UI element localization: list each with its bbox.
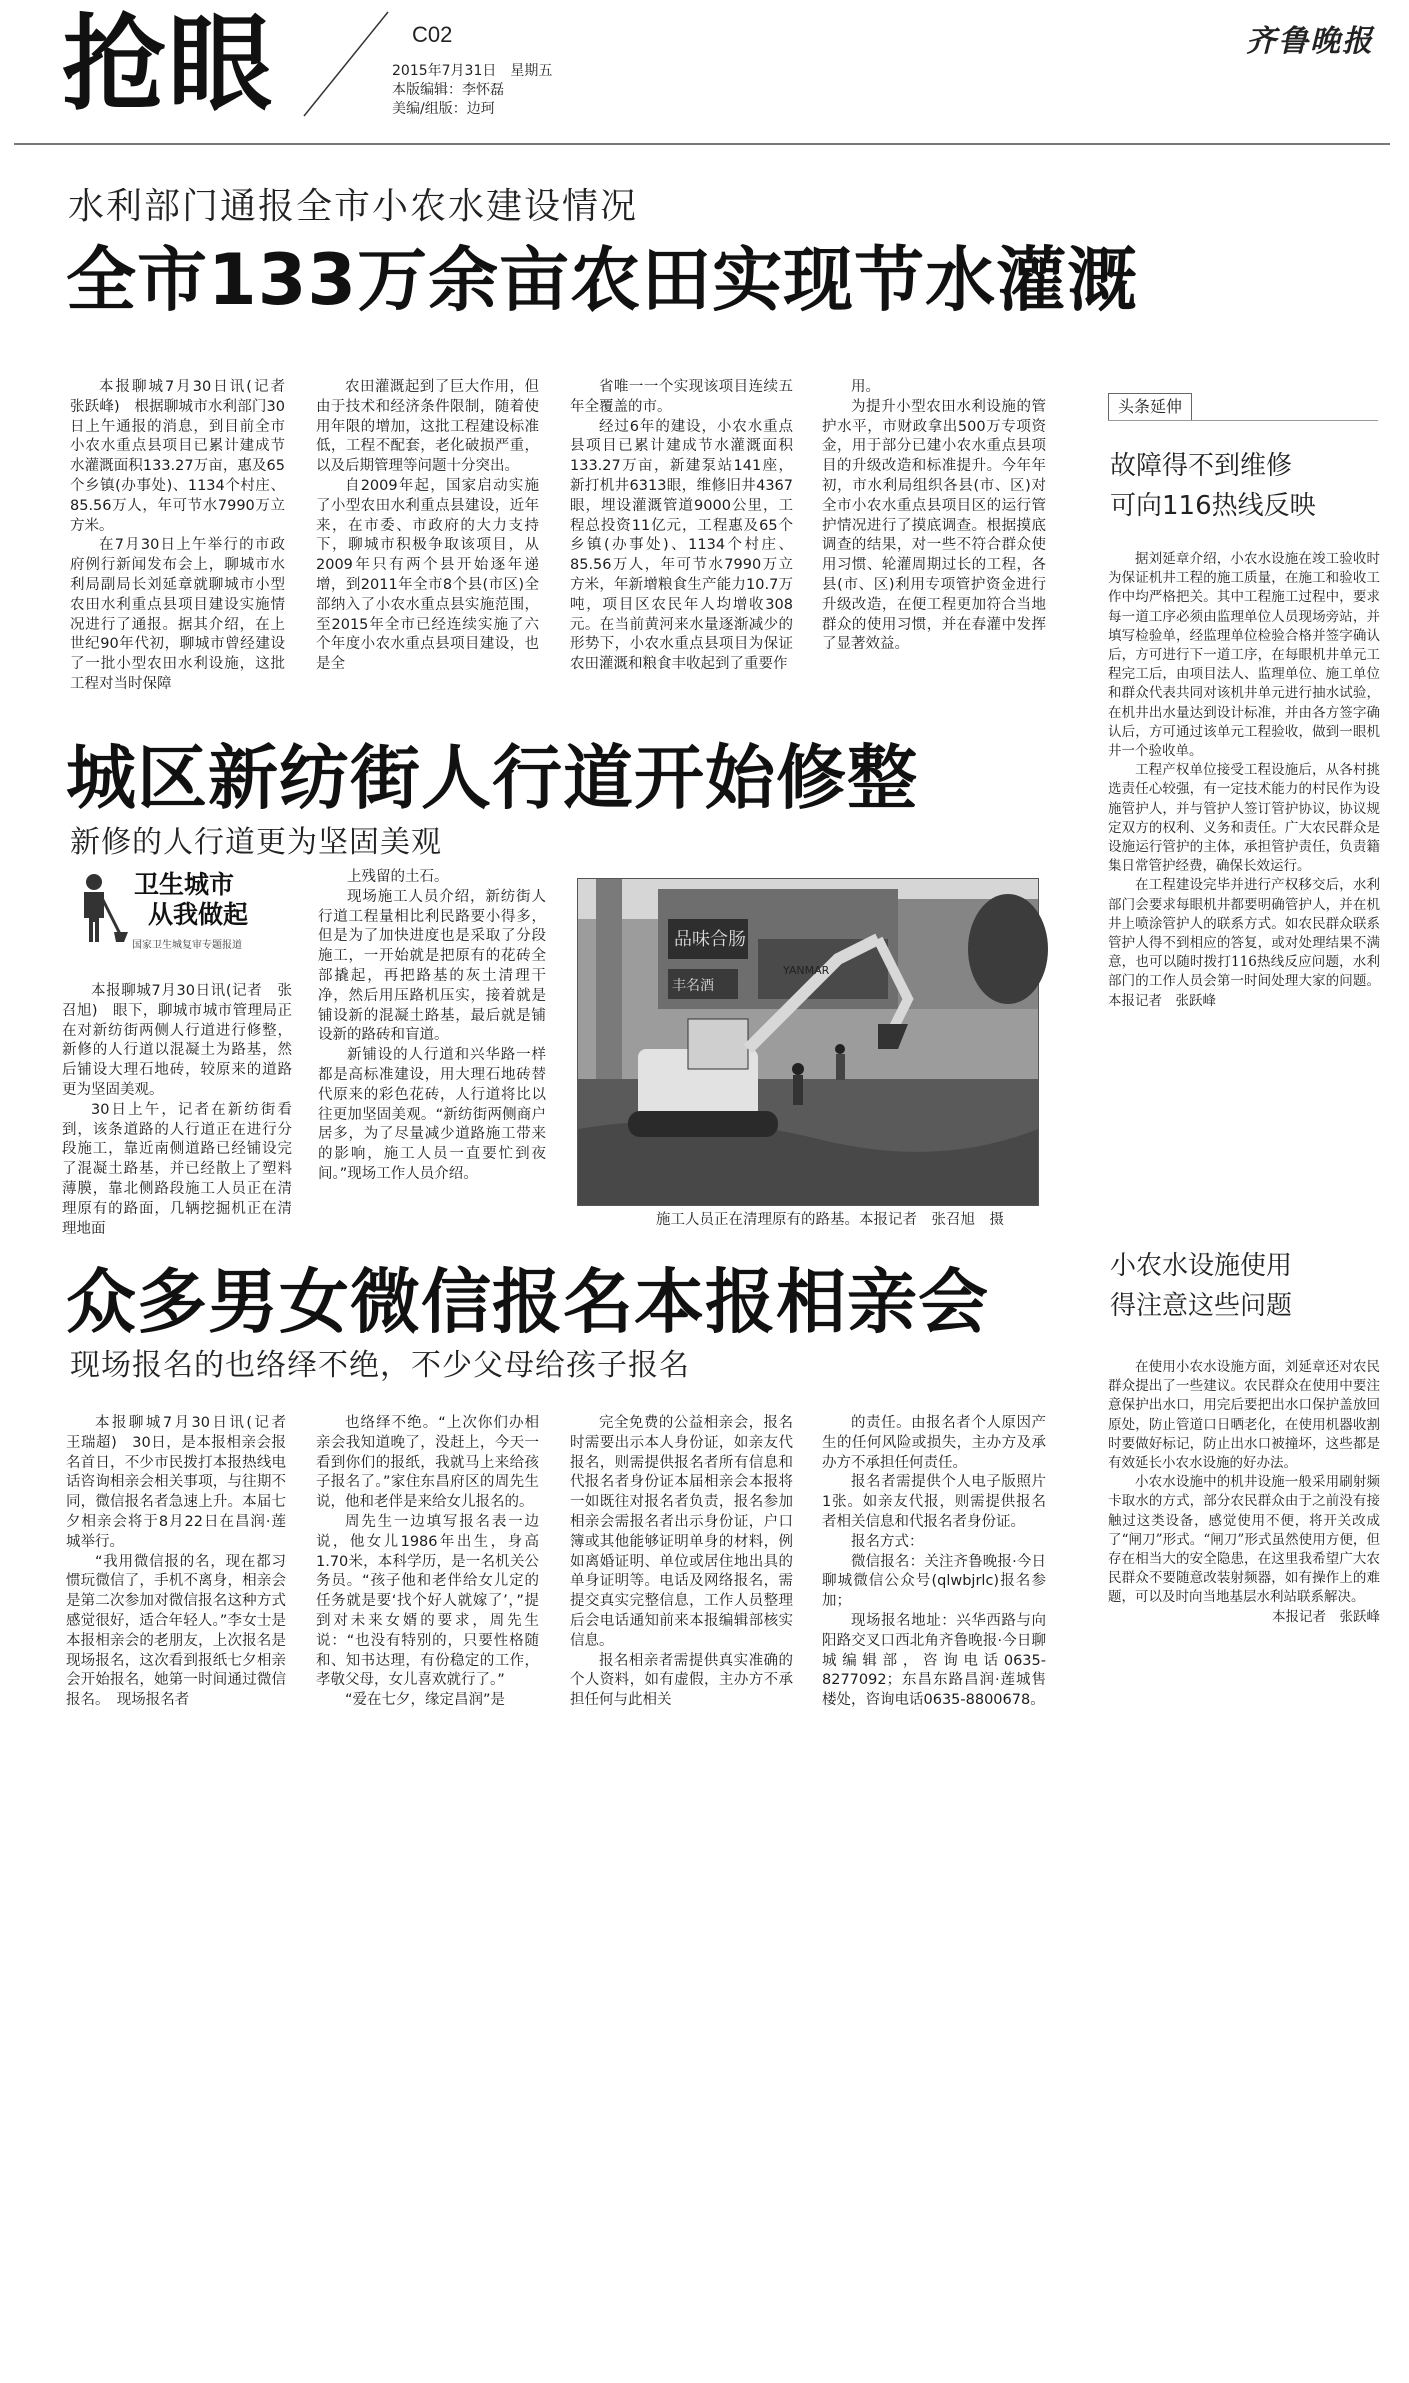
paragraph: 据刘延章介绍，小农水设施在竣工验收时为保证机井工程的施工质量，在施工和验收工作中均严格把关。其中工程施工过程中，要求每一道工序必须由监理单位人员现场旁站，并填写检验单，经监理单位检验合格并签字确认后，方可进行下一道工序，在每眼机井单元工程完工后，由项目法人、监理单位、施工单位和群众代表共同对该机井单元进行抽水试验，在机井出水量达到设计标准，并由各方签字确认后，方可通过该单元工程验收，做到一眼机井一个验收单。 — [1108, 551, 1380, 760]
article3-column-2 — [316, 1414, 539, 1804]
headline-line: 得注意这些问题 — [1110, 1291, 1293, 1321]
paragraph: 新铺设的人行道和兴华路一样都是高标准建设，用大理石地砖替代原来的彩色花砖，人行道将比以往更加坚固美观。“新纺街两侧商户居多，为了尽量减少道路施工带来的影响，施工人员一直要忙到夜间。”现场工作人员介绍。 — [318, 1047, 546, 1182]
paragraph: 报名方式： — [851, 1533, 924, 1550]
issue-editor: 本版编辑：李怀磊 — [392, 82, 504, 98]
paragraph: 在使用小农水设施方面，刘延章还对农民群众提出了一些建议。农民群众在使用中要注意保护出水口，用完后要把出水口保护盖放回原处，防止管道口日晒老化，在使用机器收割时要做好标记，防止出水口被撞坏，这些都是有效延长小农水设施的好办法。 — [1108, 1359, 1380, 1472]
paragraph: 本报聊城7月30日讯(记者 王瑞超) 30日，是本报相亲会报名首日，不少市民拨打本报热线电话咨询相亲会相关事项，与往期不同，微信报名者急速上升。本届七夕相亲会将于8月22日在昌润·莲城举行。 — [66, 1415, 301, 1550]
article1-column-4 — [822, 378, 1046, 718]
issue-date: 2015年7月31日 星期五 — [392, 63, 553, 79]
badge-line-1: 卫生城市 — [134, 870, 235, 899]
article2-column-1 — [62, 982, 292, 1252]
paragraph: 经过6年的建设，小农水重点县项目已累计建成节水灌溉面积133.27万亩，新建泵站141座，新打机井6313眼，维修旧井4367眼，埋设灌溉管道9000公里，工程总投资11亿元，工程惠及65个乡镇(办事处)、1134个村庄、85.56万人，年可节水7990万立方米，年新增粮食生产能力10.7万吨，项目区农民年人均增收308元。在当前黄河来水量逐渐减少的形势下，小农水重点县项目为保证农田灌溉和粮食丰收起到了重要作 — [570, 418, 793, 673]
badge-subtitle: 国家卫生城复审专题报道 — [132, 940, 242, 951]
paragraph: 30日上午，记者在新纺街看到，该条道路的人行道正在进行分段施工，靠近南侧道路已经铺设完了混凝土路基，并已经散上了塑料薄膜，靠北侧路段施工人员正在清理原有的路面，几辆挖掘机正在清理地面 — [62, 1101, 292, 1237]
construction-photo — [577, 878, 1039, 1206]
issue-info — [392, 62, 552, 119]
sweeper-icon — [76, 872, 128, 946]
paper-name: 齐鲁晚报 — [1246, 24, 1374, 59]
paragraph: 在工程建设完毕并进行产权移交后，水利部门会要求每眼机井都要明确管护人，并在机井上喷涂管护人的联系方式。如农民群众联系管护人得不到相应的答复，或对处理结果不满意，也可以随时拨打116热线反应问题，水利部门的工作人员会第一时间处理大家的问题。本报记者 张跃峰 — [1108, 877, 1380, 1009]
masthead-title: 抢眼 — [62, 3, 275, 125]
issue-design: 美编/组版：边珂 — [392, 101, 495, 117]
badge-title — [134, 870, 248, 930]
article1-column-2 — [316, 378, 539, 718]
article3-subhead: 现场报名的也络绎不绝，不少父母给孩子报名 — [70, 1348, 690, 1383]
article2-subhead: 新修的人行道更为坚固美观 — [70, 825, 442, 860]
paragraph: 现场报名地址：兴华西路与向阳路交叉口西北角齐鲁晚报·今日聊城编辑部，咨询电话0635-8277092；东昌东路昌润·莲城售楼处，咨询电话0635-8800678。 — [822, 1612, 1046, 1709]
shop-sign-2: 丰名酒 — [672, 978, 714, 994]
page-code: C02 — [412, 22, 453, 47]
paragraph: 工程产权单位接受工程设施后，从各村挑选责任心较强，有一定技术能力的村民作为设施管护人，并与管护人签订管护协议，协议规定双方的权利、义务和责任。广大农民群众是设施运行管护的主体，承担管护责任，负责籍集日常管护经费，确保长效运行。 — [1108, 762, 1380, 875]
paragraph: 小农水设施中的机井设施一般采用刷射频卡取水的方式，部分农民群众由于之前没有接触过这类设备，感觉使用不便，将开关改成了“闸刀”形式。“闸刀”形式虽然使用方便，但存在相当大的安全隐患，在这里我希望广大农民群众不要随意改装射频器，如有操作上的难题，可以及时向当地基层水利站联系解决。 — [1108, 1474, 1380, 1606]
sidebar-rule — [1108, 420, 1378, 421]
article3-column-1 — [66, 1414, 301, 1804]
paragraph: 也络绎不绝。“上次你们办相亲会我知道晚了，没赶上，今天一看到你们的报纸，我就马上来给孩子报名了。”家住东昌府区的周先生说，他和老伴是来给女儿报名的。 — [316, 1415, 539, 1511]
paragraph: “爱在七夕，缘定昌润”是 — [345, 1692, 506, 1709]
article1-column-3 — [570, 378, 793, 718]
paragraph: 报名者需提供个人电子版照片1张。如亲友代报，则需提供报名者相关信息和代报名者身份证。 — [822, 1474, 1046, 1530]
sidebar-headline-1 — [1110, 446, 1316, 526]
paragraph: 完全免费的公益相亲会，报名时需要出示本人身份证，如亲友代报名，则需提供报名者所有信息和代报名者身份证本届相亲会本报将一如既往对报名者负责，报名参加相亲会需报名者出示身份证，户口簿或其他能够证明单身的材料，例如离婚证明、单位或居住地出具的单身证明等。电话及网络报名，需提交真实完整信息，工作人员整理后会电话通知前来本报编辑部核实信息。 — [570, 1415, 793, 1649]
article3-headline: 众多男女微信报名本报相亲会 — [66, 1261, 989, 1343]
excavator-scene — [578, 879, 1038, 1205]
headline-line: 故障得不到维修 — [1110, 451, 1293, 481]
article1-kicker: 水利部门通报全市小农水建设情况 — [68, 186, 639, 227]
paragraph: 的责任。由报名者个人原因产生的任何风险或损失，主办方及承办方不承担任何责任。 — [822, 1415, 1046, 1471]
article3-column-4 — [822, 1414, 1046, 1804]
paragraph: 微信报名：关注齐鲁晚报·今日聊城微信公众号(qlwbjrlc)报名参加； — [822, 1553, 1046, 1610]
headline-line: 可向116热线反映 — [1110, 491, 1316, 521]
article2-headline: 城区新纺街人行道开始修整 — [66, 737, 918, 819]
paragraph: 本报聊城7月30日讯(记者 张召旭) 眼下，聊城市城市管理局正在对新纺街两侧人行道进行修整，新修的人行道以混凝土为路基，然后铺设大理石地砖，较原来的道路更为坚固美观。 — [62, 983, 292, 1098]
sidebar-label: 头条延伸 — [1108, 393, 1192, 421]
paragraph: 省唯一一个实现该项目连续五年全覆盖的市。 — [570, 379, 793, 415]
paragraph: 本报聊城7月30日讯(记者 张跃峰) 根据聊城市水利部门30日上午通报的消息，到目前全市小农水重点县项目已累计建成节水灌溉面积133.27万亩，惠及65个乡镇(办事处)、1134个村庄、85.56万人，年可节水7990万立方米。 — [70, 379, 300, 534]
paragraph: 用。 — [851, 379, 880, 395]
photo-caption: 施工人员正在清理原有的路基。本报记者 张召旭 摄 — [656, 1212, 1004, 1228]
paragraph: 报名相亲者需提供真实准确的个人资料，如有虚假，主办方不承担任何与此相关 — [570, 1652, 793, 1709]
campaign-badge — [72, 868, 294, 958]
masthead-slash-decoration — [300, 10, 390, 118]
sidebar-story-1 — [1108, 550, 1380, 1250]
paragraph: “我用微信报的名，现在都习惯玩微信了，手机不离身，相亲会是第二次参加对微信报名这种方式感觉很好，适合年轻人。”李女士是本报相亲会的老朋友，上次报名是现场报名，这次看到报纸七夕相亲会开始报名，她第一时间通过微信报名。 现场报名者 — [66, 1553, 286, 1709]
paragraph: 周先生一边填写报名表一边说，他女儿1986年出生，身高1.70米，本科学历，是一名机关公务员。“孩子他和老伴给女儿定的任务就是要‘找个好人就嫁了’，”提到对未来女婿的要求，周先生说：“也没有特别的，只要性格随和、知书达理，有份稳定的工作，孝敬父母，女儿喜欢就行了。” — [316, 1513, 539, 1689]
shop-sign-1: 品味合肠 — [674, 929, 746, 950]
excavator-brand: YANMAR — [783, 964, 830, 977]
article3-column-3 — [570, 1414, 793, 1804]
masthead-rule — [14, 143, 1390, 145]
article2-column-2 — [318, 868, 546, 1252]
paragraph: 农田灌溉起到了巨大作用，但由于技术和经济条件限制，随着使用年限的增加，这批工程建设标准低，工程不配套，老化破损严重，以及后期管理等问题十分突出。 — [316, 379, 539, 475]
headline-line: 小农水设施使用 — [1110, 1251, 1293, 1281]
paragraph: 上残留的土石。 — [347, 869, 449, 885]
paragraph: 自2009年起，国家启动实施了小型农田水利重点县建设，近年来，在市委、市政府的大力支持下，聊城市积极争取该项目，从2009年只有两个县开始逐年递增，到2011年全市8个县(市区)全部纳入了小农水重点县实施范围，至2015年全市已经连续实施了六个年度小农水重点县项目建设，也是全 — [316, 477, 539, 673]
sidebar-story-2 — [1108, 1358, 1380, 1898]
article1-headline: 全市133万余亩农田实现节水灌溉 — [66, 239, 1139, 321]
badge-line-2: 从我做起 — [148, 900, 249, 929]
paragraph: 为提升小型农田水利设施的管护水平，市财政拿出500万专项资金，用于部分已建小农水重点县项目的升级改造和标准提升。今年年初，市水利局组织各县(市、区)对全市小农水重点县项目区的运行管护情况进行了摸底调查。根据摸底调查的结果，对一些不符合群众使用习惯、轮灌周期过长的工程，各县(市、区)利用专项管护资金进行升级改造，在便工程更加符合当地群众的使用习惯，并在春灌中发挥了显著效益。 — [822, 398, 1046, 653]
article1-column-1 — [70, 378, 300, 718]
sidebar-headline-2 — [1110, 1246, 1292, 1326]
paragraph: 现场施工人员介绍，新纺街人行道工程量相比利民路要小得多，但是为了加快进度也是采取了分段施工，一开始就是把原有的花砖全部撬起，再把路基的灰土清理干净，然后用压路机压实，接着就是铺设新的混凝土路基，最后就是铺设新的路砖和盲道。 — [318, 888, 546, 1044]
byline: 本报记者 张跃峰 — [1272, 1608, 1380, 1625]
paragraph: 在7月30日上午举行的市政府例行新闻发布会上，聊城市水利局副局长刘延章就聊城市小型农田水利重点县项目建设实施情况进行了通报。据其介绍，在上世纪90年代初，聊城市曾经建设了一批小型农田水利设施，这批工程对当时保障 — [70, 537, 285, 692]
